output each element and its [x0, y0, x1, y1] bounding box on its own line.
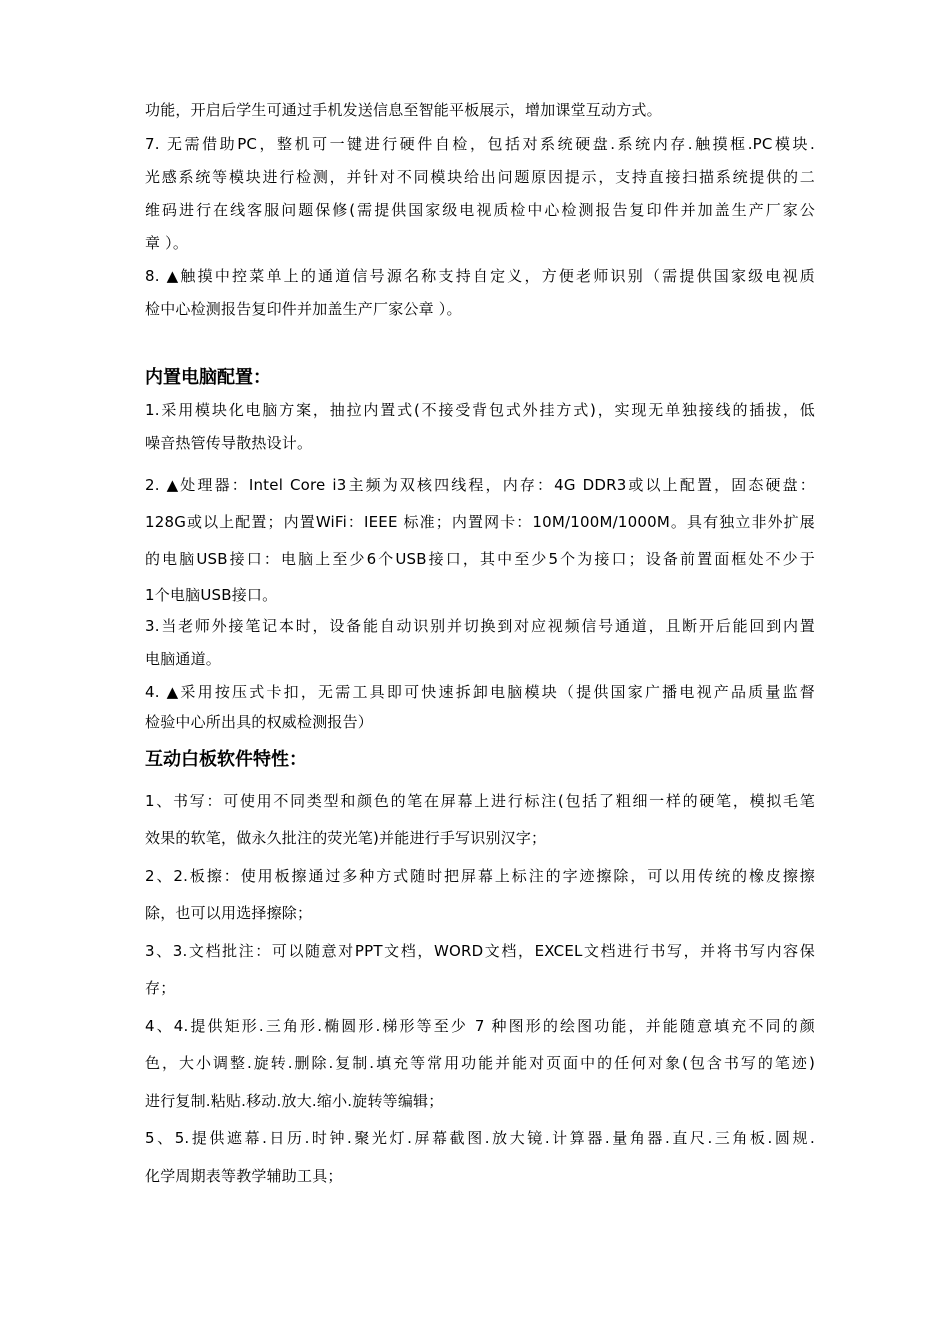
text-line: 化学周期表等教学辅助工具；: [145, 1167, 343, 1185]
section-heading-computer: 内置电脑配置：: [145, 367, 271, 388]
text-line: 7. 无需借助PC，整机可一键进行硬件自检，包括对系统硬盘.系统内存.触摸框.PC模块.: [145, 135, 815, 153]
text-line: 存；: [145, 979, 176, 997]
text-line: 8. ▲触摸中控菜单上的通道信号源名称支持自定义，方便老师识别（需提供国家级电视质: [145, 267, 815, 285]
text-line: 章 ）。: [145, 234, 189, 252]
text-line: 进行复制.粘贴.移动.放大.缩小.旋转等编辑；: [145, 1092, 444, 1110]
text-line: 检验中心所出具的权威检测报告）: [145, 713, 374, 731]
text-line: 维码进行在线客服问题保修(需提供国家级电视质检中心检测报告复印件并加盖生产厂家公: [145, 201, 815, 219]
text-line: 电脑通道。: [145, 650, 222, 668]
text-line: 的电脑USB接口：电脑上至少6个USB接口，其中至少5个为接口；设备前置面框处不少于: [145, 550, 815, 568]
text-line: 噪音热管传导散热设计。: [145, 434, 313, 452]
section-heading-whiteboard: 互动白板软件特性：: [145, 749, 307, 770]
text-line: 128G或以上配置；内置WiFi：IEEE 标准；内置网卡：10M/100M/1000M。具有独立非外扩展: [145, 513, 815, 531]
text-line: 检中心检测报告复印件并加盖生产厂家公章 ）。: [145, 300, 462, 318]
text-line: 3.当老师外接笔记本时，设备能自动识别并切换到对应视频信号通道，且断开后能回到内置: [145, 617, 815, 635]
text-line: 1.采用模块化电脑方案，抽拉内置式(不接受背包式外挂方式)，实现无单独接线的插拔，低: [145, 401, 815, 419]
text-line: 2. ▲处理器：Intel Core i3主频为双核四线程，内存：4G DDR3或以上配置，固态硬盘：: [145, 476, 815, 494]
text-line: 3、3.文档批注：可以随意对PPT文档，WORD文档，EXCEL文档进行书写，并将书写内容保: [145, 942, 815, 960]
text-line: 5、5.提供遮幕.日历.时钟.聚光灯.屏幕截图.放大镜.计算器.量角器.直尺.三角板.圆规.: [145, 1129, 815, 1147]
text-line: 色，大小调整.旋转.删除.复制.填充等常用功能并能对页面中的任何对象(包含书写的笔迹): [145, 1054, 815, 1072]
text-line: 效果的软笔，做永久批注的荧光笔)并能进行手写识别汉字；: [145, 829, 547, 847]
text-line: 光感系统等模块进行检测，并针对不同模块给出问题原因提示，支持直接扫描系统提供的二: [145, 168, 815, 186]
text-line: 4、4.提供矩形.三角形.椭圆形.梯形等至少 7 种图形的绘图功能，并能随意填充不同的颜: [145, 1017, 815, 1035]
text-line: 除，也可以用选择擦除；: [145, 904, 313, 922]
text-line: 4. ▲采用按压式卡扣，无需工具即可快速拆卸电脑模块（提供国家广播电视产品质量监督: [145, 683, 815, 701]
text-line: 1个电脑USB接口。: [145, 586, 278, 604]
text-line: 功能，开启后学生可通过手机发送信息至智能平板展示，增加课堂互动方式。: [145, 101, 662, 119]
text-line: 2、2.板擦：使用板擦通过多种方式随时把屏幕上标注的字迹擦除，可以用传统的橡皮擦擦: [145, 867, 815, 885]
text-line: 1、书写：可使用不同类型和颜色的笔在屏幕上进行标注(包括了粗细一样的硬笔，模拟毛笔: [145, 792, 815, 810]
